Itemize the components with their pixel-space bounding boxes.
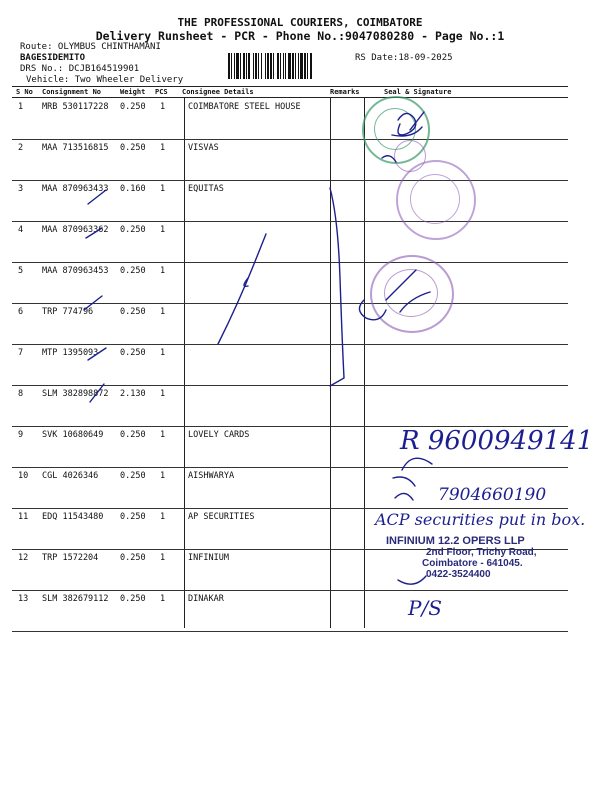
row-weight: 0.250 [120,225,146,235]
row-consignment-no: TRP 1572204 [42,553,99,563]
stamp-line-3: Coimbatore - 641045. [422,558,523,569]
row-weight: 0.250 [120,143,146,153]
row-consignment-no: MAA 870963453 [42,266,109,276]
row-pcs: 1 [160,348,166,358]
row-consignee: EQUITAS [188,184,224,194]
row-sno: 8 [18,389,24,399]
row-weight: 0.250 [120,348,146,358]
row-weight: 0.250 [120,512,146,522]
row-pcs: 1 [160,225,166,235]
row-sno: 7 [18,348,24,358]
row-sno: 13 [18,594,29,604]
row-consignment-no: MTP 1395093 [42,348,99,358]
row-sno: 1 [18,102,24,112]
row-consignee: VISVAS [188,143,219,153]
company-title: THE PROFESSIONAL COURIERS, COIMBATORE [177,16,423,29]
rs-date: RS Date:18-09-2025 [355,53,453,63]
signature-stroke-long [330,188,344,386]
handwritten-ps-row13: P/S [408,596,442,620]
row-sno: 6 [18,307,24,317]
row-consignee: LOVELY CARDS [188,430,250,440]
row-weight: 0.160 [120,184,146,194]
row-consignment-no: CGL 4026346 [42,471,99,481]
row-consignee: DINAKAR [188,594,224,604]
col-sno: S No [16,88,33,96]
col-weight: Weight [120,88,146,96]
col-consignee: Consignee Details [182,88,254,96]
stamp-line-2: 2nd Floor, Trichy Road, [426,547,537,558]
col-pcs: PCS [155,88,168,96]
stamp-line-4: 0422-3524400 [426,569,491,580]
row-sno: 10 [18,471,29,481]
name-label: BAGESIDEMITO [20,53,86,63]
row-pcs: 1 [160,307,166,317]
row-consignee: AISHWARYA [188,471,235,481]
row-consignee: AP SECURITIES [188,512,255,522]
row-consignment-no: TRP 774796 [42,307,94,317]
row-pcs: 1 [160,102,166,112]
row-sno: 9 [18,430,24,440]
row-weight: 0.250 [120,553,146,563]
row-consignment-no: MAA 870963433 [42,184,109,194]
col-remarks: Remarks [330,88,360,96]
route-label: Route: OLYMBUS CHINTHAMANI [20,42,161,52]
runsheet-subtitle: Delivery Runsheet - PCR - Phone No.:9047080280 - Page No.:1 [95,29,505,43]
col-consignment: Consignment No [42,88,102,96]
row-sno: 11 [18,512,29,522]
row-consignment-no: SLM 382898872 [42,389,109,399]
row-consignment-no: MAA 870963362 [42,225,109,235]
row-sno: 2 [18,143,24,153]
handwritten-note-row11: ACP securities put in box. [375,510,586,529]
row-consignee: INFINIUM [188,553,229,563]
row-consignment-no: MAA 713516815 [42,143,109,153]
row-pcs: 1 [160,266,166,276]
row-consignee: COIMBATORE STEEL HOUSE [188,102,301,112]
row-weight: 0.250 [120,430,146,440]
row-pcs: 1 [160,389,166,399]
row-weight: 2.130 [120,389,146,399]
row-weight: 0.250 [120,307,146,317]
row-consignment-no: SVK 10680649 [42,430,104,440]
drs-number: DRS No.: DCJB164519901 [20,64,140,74]
row-sno: 12 [18,553,29,563]
row-sno: 3 [18,184,24,194]
row-weight: 0.250 [120,471,146,481]
row-pcs: 1 [160,594,166,604]
row-sno: 5 [18,266,24,276]
stamp-line-1: INFINIUM 12.2 OPERS LLP [386,535,525,547]
row-pcs: 1 [160,471,166,481]
col-seal-signature: Seal & Signature [384,88,452,96]
row-consignment-no: MRB 530117228 [42,102,109,112]
row-pcs: 1 [160,143,166,153]
signature-row1 [392,112,424,136]
row-pcs: 1 [160,512,166,522]
row-pcs: 1 [160,184,166,194]
row-pcs: 1 [160,430,166,440]
row-sno: 4 [18,225,24,235]
signature-row6 [359,270,430,320]
row-consignment-no: SLM 382679112 [42,594,109,604]
row-weight: 0.250 [120,266,146,276]
row-pcs: 1 [160,553,166,563]
row-weight: 0.250 [120,102,146,112]
handwritten-phone-row9: R 9600949141 [400,426,594,456]
row-consignment-no: EDQ 11543480 [42,512,104,522]
handwritten-phone-row10: 7904660190 [438,485,547,505]
vehicle-label: Vehicle: Two Wheeler Delivery [26,75,184,85]
row-weight: 0.250 [120,594,146,604]
